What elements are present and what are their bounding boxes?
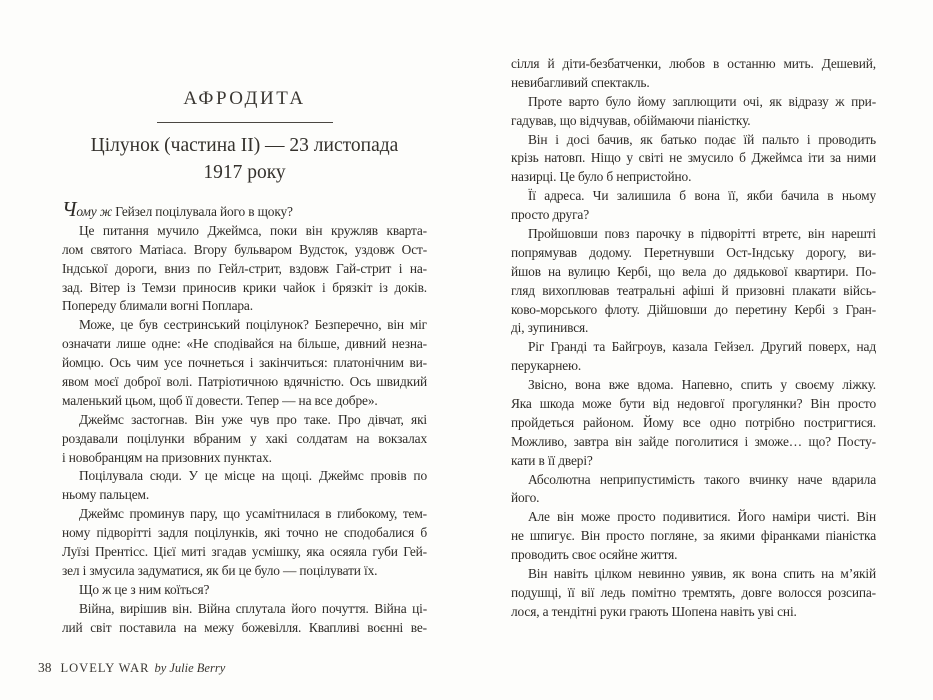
text-line: Поцілувала сюди. У це місце на щоці. Джеймс провів по [79,468,427,484]
chapter-title-divider [157,122,333,123]
text-line: проводить своє осяйне життя. [511,547,678,563]
text-line: лий світ поставила на межу божевілля. Квапливі воєнні ве- [62,619,427,635]
text-line: ному підворітті задля поцілунків, які точно не сподобалися б [62,525,427,541]
text-line: Може, це був сестринський поцілунок? Безперечно, він міг [79,317,427,333]
opening-line [62,197,427,222]
text-line: Це питання мучило Джеймса, поки він кружляв кварта- [79,222,427,238]
text-line: зел і змусила задуматися, як би це було — поцілувати їх. [62,562,378,578]
text-line: ді, зупинився. [511,320,589,336]
left-page-text-lines [62,222,427,638]
right-page-text-lines [511,55,876,622]
text-line: Можливо, завтра він зайде поголитися і зможе… що? Посту- [511,433,876,449]
text-line: подушці, її вії ледь помітно тремтять, довге волосся розсипа- [511,584,876,600]
text-line: Джеймс застогнав. Він уже чув про таке. Про дівчат, які [79,411,427,427]
text-line: Ріг Гранді та Байгроув, казала Гейзел. Другий поверх, над [528,339,876,355]
text-line: Попереду блимали вогні Поплара. [62,298,253,314]
text-line: Він і досі бачив, як батько подає їй пальто і проводить [528,131,876,147]
right-page-column [511,55,876,622]
text-line: і новобранцям на призовних пунктах. [62,449,272,465]
text-line: йомцю. Ось чим усе почнеться і закінчиться: платонічним ви- [62,355,427,371]
text-line: лом святого Матіаса. Вгору бульваром Вудсток, уздовж Ост- [62,241,427,257]
text-line: гадував, що відчував, обіймаючи піаністку. [511,112,751,128]
text-line: маленький цьом, щоб її довести. Тепер — на все добре». [62,392,378,408]
chapter-subtitle-line-1: Цілунок (частина II) — 23 листопада [90,135,399,156]
text-line: сілля й діти-безбатченки, любов в останню мить. Дешевий, [511,56,876,71]
text-line: Абсолютна неприпустимість такого вчинку наче вдарила [528,471,876,487]
text-line: невибагливий спектакль. [511,74,650,90]
text-line: Війна, вирішив він. Війна сплутала його почуття. Війна ці- [79,600,427,616]
opening-drop-cap: Ч [62,197,77,221]
text-line: йшов на вулицю Кербі, що вела до дядькової квартири. По- [511,263,876,279]
chapter-subtitle-line-2: 1917 року [203,162,286,183]
text-line: Пройшовши повз парочку в підворітті втретє, він нарешті [528,226,876,242]
text-line: Її адреса. Чи залишила б вона її, якби бачила в ньому [528,188,876,204]
text-line: крізь натовп. Ніщо у світі не змусило б Джеймса іти за ними [511,150,876,166]
text-line: Луїзі Прентісс. Цієї миті згадав усмішку, яка осяяла губи Гей- [62,544,427,560]
opening-line-rest: Гейзел поцілувала його в щоку? [112,204,293,219]
text-line: роздавали поцілунки вбраним у хакі солдатам на вокзалах [62,430,427,446]
text-line: Звісно, вона вже вдома. Напевно, спить у своєму ліжку. [528,377,876,393]
text-line: явом моєї доброї волі. Патріотичною вдячністю. Ось швидкий [62,374,427,390]
footer-book-title: LOVELY WAR [60,661,150,675]
footer-byline: by Julie Berry [154,661,226,675]
chapter-title: АФРОДИТА [183,88,306,109]
text-line: попрямував додому. Перетнувши Ост-Індську дорогу, ви- [511,244,876,260]
left-page-body [62,197,427,637]
text-line: його. [511,490,540,506]
text-line: кати в її двері? [511,452,593,468]
text-line: гляд вихоплював театральні афіші й призовні плакати війсь- [511,282,876,298]
text-line: назирці. Це було б непристойно. [511,169,692,185]
text-line: зад. Вітер із Темзи приносив крики чайок і брязкіт із доків. [62,279,427,295]
text-line: Яка шкода може бути від недовгої прогулянки? Він просто [511,396,876,412]
text-line: Індської дороги, вниз по Гейл-стрит, вздовж Гай-стрит і на- [62,260,427,276]
text-line: лося, а тендітні руки грають Шопена навіть уві сні. [511,603,797,619]
text-line: Він навіть цілком невинно уявив, як вона спить на м’якій [528,566,876,582]
text-line: Але він може просто подивитися. Його наміри чисті. Він [528,509,876,525]
text-line: пройдеться районом. Йому все одно потрібно постригтися. [511,414,876,430]
left-page-column [62,88,427,637]
running-footer [38,660,225,676]
text-line: Що ж це з ним коїться? [79,581,210,597]
text-line: означати лише одне: «Не сподівайся на більше, дивний незна- [62,336,427,352]
text-line: просто друга? [511,207,590,223]
opening-italic-lead: ому ж [76,204,113,219]
chapter-subtitle [62,132,427,186]
text-line: Проте варто було йому заплющити очі, як відразу ж при- [528,93,876,109]
page-number: 38 [38,660,52,675]
text-line: ково-морського флоту. Дійшовши до перетину Кербі з Гран- [511,301,876,317]
text-line: ньому пальцем. [62,487,150,503]
text-line: Джеймс проминув пару, що усамітнилася в глибокому, тем- [79,506,427,522]
text-line: не шпигує. Він просто погляне, за якими фіранками піаністка [511,528,876,544]
text-line: перукарнею. [511,358,582,374]
